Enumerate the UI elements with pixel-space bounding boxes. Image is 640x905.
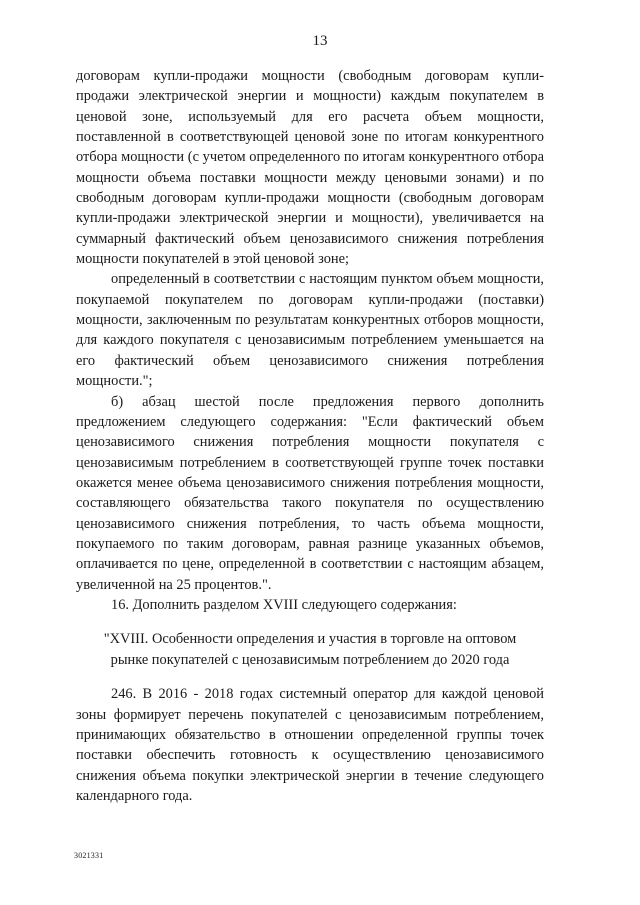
document-code: 3021331	[74, 851, 104, 860]
page-number: 13	[312, 33, 328, 49]
paragraph-item-16: 16. Дополнить разделом XVIII следующего содержания:	[111, 596, 457, 613]
paragraph-continuation: договорам купли-продажи мощности (свободным договорам купли-продажи электрической энергии и мощности) каждым покупателем в ценовой зоне, используемый для его расчета объем мощности, поставленной в соответствующей ценовой зоне по итогам конкурентного отбора мощности (с учетом определенного по итогам конкурентного отбора мощности объема поставки мощности между ценовыми зонами) и по свободным договорам купли-продажи мощности (свободным договорам купли-продажи электрической энергии и мощности), увеличивается на суммарный фактический объем ценозависимого снижения потребления мощности покупателей в этой ценовой зоне;	[76, 68, 544, 268]
section-heading-line2: рынке покупателей с ценозависимым потреблением до 2020 года	[110, 651, 510, 668]
section-heading-line1: "XVIII. Особенности определения и участия в торговле на оптовом	[103, 631, 517, 648]
section-heading	[76, 629, 544, 670]
document-body	[76, 66, 544, 806]
paragraph-defined-volume: определенный в соответствии с настоящим пунктом объем мощности, покупаемой покупателем по договорам купли-продажи (поставки) мощности, заключенным по результатам конкурентных отборов мощности, для каждого покупателя с ценозависимым потреблением уменьшается на его фактический объем ценозависимого снижения потребления мощности.";	[76, 271, 544, 390]
paragraph-amendment-b: б) абзац шестой после предложения первого дополнить предложением следующего содержания: "Если фактический объем ценозависимого снижения потребления мощности покупателя с ценозависимым потреблением в соответствующей группе точек поставки окажется менее объема ценозависимого снижения потребления мощности, составляющего обязательства такого покупателя по осуществлению ценозависимого снижения потребления, то часть объема мощности, покупаемого по таким договорам, равная разнице указанных объемов, оплачивается по цене, определенной в соответствии с настоящим абзацем, увеличенной на 25 процентов.".	[76, 393, 544, 593]
paragraph-clause-246: 246. В 2016 - 2018 годах системный оператор для каждой ценовой зоны формирует перечень покупателей с ценозависимым потреблением, принимающих обязательство в отношении определенной группы точек поставки обеспечить готовность к осуществлению ценозависимого снижения объема покупки электрической энергии в течение следующего календарного года.	[76, 686, 544, 804]
